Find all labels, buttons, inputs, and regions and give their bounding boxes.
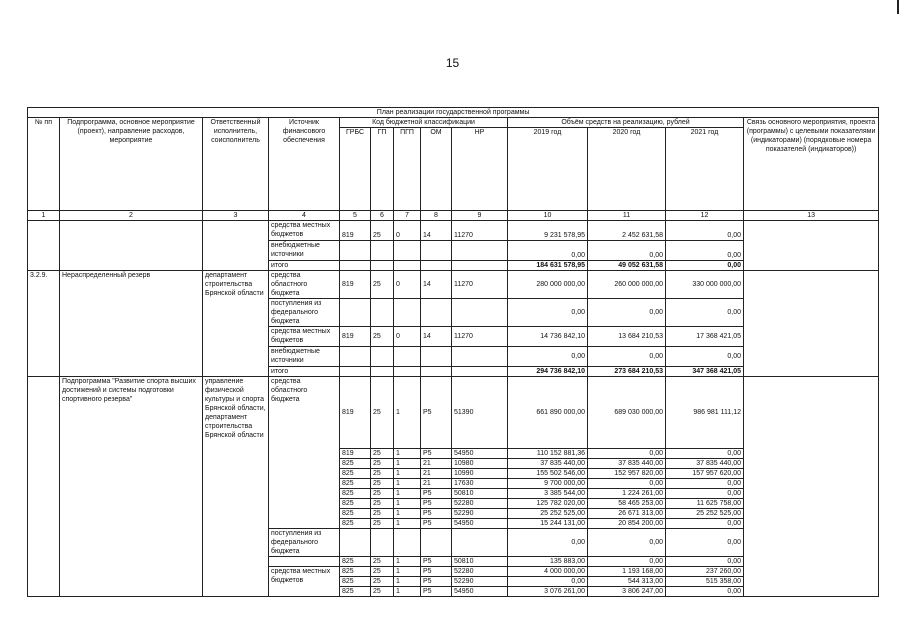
cell-om: 21 — [421, 479, 452, 489]
program-plan-table-wrapper — [27, 107, 878, 597]
cell-nr: 51390 — [452, 377, 508, 449]
cell-2019: 0,00 — [508, 577, 588, 587]
cell-gp — [371, 241, 394, 261]
cell-om: Р5 — [421, 509, 452, 519]
cell-om: 14 — [421, 221, 452, 241]
header-om: ОМ — [421, 128, 452, 211]
cell-2019: 110 152 881,36 — [508, 449, 588, 459]
cell-2021: 986 981 111,12 — [666, 377, 744, 449]
cell-om: Р5 — [421, 577, 452, 587]
cell-gp: 25 — [371, 377, 394, 449]
cell-pgp — [394, 261, 421, 271]
cell-grbs: 825 — [340, 557, 371, 567]
cell-om: Р5 — [421, 377, 452, 449]
cell-source: средства местных бюджетов — [269, 327, 340, 347]
header-code-group: Код бюджетной классификации — [340, 118, 508, 128]
header-gp: ГП — [371, 128, 394, 211]
col-num-9: 9 — [452, 211, 508, 221]
cell-2019: 14 736 842,10 — [508, 327, 588, 347]
cell-nr — [452, 367, 508, 377]
table-row — [28, 221, 879, 241]
cell-om — [421, 241, 452, 261]
cell-2021: 347 368 421,05 — [666, 367, 744, 377]
header-pgp: ПГП — [394, 128, 421, 211]
header-row-1 — [28, 118, 879, 128]
cell-om — [421, 367, 452, 377]
cell-om: Р5 — [421, 519, 452, 529]
cell-nr: 50810 — [452, 489, 508, 499]
cell-2021: 0,00 — [666, 241, 744, 261]
cell-gp: 25 — [371, 459, 394, 469]
cell-2021: 0,00 — [666, 347, 744, 367]
cell-2021: 11 625 758,00 — [666, 499, 744, 509]
cell-2019: 9 700 000,00 — [508, 479, 588, 489]
cell-source: средства местных бюджетов — [269, 221, 340, 241]
cell-pgp — [394, 347, 421, 367]
cell-2020: 58 465 253,00 — [588, 499, 666, 509]
cell-nr: 50810 — [452, 557, 508, 567]
cell-2021: 237 260,00 — [666, 567, 744, 577]
header-name: Подпрограмма, основное мероприятие (проект), направление расходов, мероприятие — [60, 118, 203, 211]
cell-grbs: 825 — [340, 459, 371, 469]
cell-2019: 3 076 261,00 — [508, 587, 588, 597]
cell-2020: 0,00 — [588, 449, 666, 459]
cell-grbs — [340, 241, 371, 261]
cell-indicator-link — [744, 221, 879, 271]
cell-gp: 25 — [371, 509, 394, 519]
cell-gp — [371, 367, 394, 377]
cell-pgp: 0 — [394, 271, 421, 299]
cell-source: средства местных бюджетов — [269, 567, 340, 597]
cell-om: Р5 — [421, 587, 452, 597]
cell-gp: 25 — [371, 577, 394, 587]
cell-2020: 3 806 247,00 — [588, 587, 666, 597]
cell-gp: 25 — [371, 489, 394, 499]
cell-pgp: 1 — [394, 479, 421, 489]
col-num-11: 11 — [588, 211, 666, 221]
cell-gp: 25 — [371, 271, 394, 299]
col-num-5: 5 — [340, 211, 371, 221]
cell-responsible: департамент строительства Брянской области — [203, 271, 269, 377]
cell-no — [28, 221, 60, 271]
cell-om — [421, 299, 452, 327]
page-edge-mark — [897, 0, 899, 14]
cell-2021: 0,00 — [666, 587, 744, 597]
cell-grbs: 825 — [340, 509, 371, 519]
col-num-4: 4 — [269, 211, 340, 221]
header-2020: 2020 год — [588, 128, 666, 211]
cell-2019: 4 000 000,00 — [508, 567, 588, 577]
cell-om: Р5 — [421, 449, 452, 459]
header-responsible: Ответственный исполнитель, соисполнитель — [203, 118, 269, 211]
cell-nr: 54950 — [452, 519, 508, 529]
cell-pgp — [394, 529, 421, 557]
cell-nr: 52280 — [452, 499, 508, 509]
col-num-7: 7 — [394, 211, 421, 221]
cell-2019: 125 782 020,00 — [508, 499, 588, 509]
cell-2021: 0,00 — [666, 479, 744, 489]
cell-2019: 0,00 — [508, 299, 588, 327]
cell-2021: 0,00 — [666, 557, 744, 567]
cell-nr: 52290 — [452, 577, 508, 587]
cell-grbs: 825 — [340, 479, 371, 489]
cell-2021: 0,00 — [666, 221, 744, 241]
cell-2020: 37 835 440,00 — [588, 459, 666, 469]
cell-pgp: 1 — [394, 377, 421, 449]
cell-om: Р5 — [421, 489, 452, 499]
cell-2019: 0,00 — [508, 241, 588, 261]
cell-2021: 515 358,00 — [666, 577, 744, 587]
table-row — [28, 271, 879, 299]
cell-pgp: 1 — [394, 577, 421, 587]
cell-grbs: 825 — [340, 577, 371, 587]
cell-grbs: 825 — [340, 587, 371, 597]
cell-om — [421, 261, 452, 271]
cell-no: 3.2.9. — [28, 271, 60, 377]
cell-2019: 3 385 544,00 — [508, 489, 588, 499]
cell-pgp: 0 — [394, 221, 421, 241]
cell-grbs: 819 — [340, 327, 371, 347]
header-2021: 2021 год — [666, 128, 744, 211]
cell-grbs: 819 — [340, 377, 371, 449]
cell-name — [60, 221, 203, 271]
header-indicator-link: Связь основного мероприятия, проекта (программы) с целевыми показателями (индикаторами) (порядковые номера показателей (индикаторов)) — [744, 118, 879, 211]
cell-2019: 9 231 578,95 — [508, 221, 588, 241]
cell-2021: 25 252 525,00 — [666, 509, 744, 519]
cell-source: поступления из федерального бюджета — [269, 299, 340, 327]
cell-2020: 0,00 — [588, 347, 666, 367]
col-num-3: 3 — [203, 211, 269, 221]
cell-2020: 49 052 631,58 — [588, 261, 666, 271]
cell-source: средства областного бюджета — [269, 377, 340, 529]
cell-gp — [371, 347, 394, 367]
cell-nr: 11270 — [452, 271, 508, 299]
cell-2020: 273 684 210,53 — [588, 367, 666, 377]
cell-grbs: 825 — [340, 489, 371, 499]
cell-2020: 0,00 — [588, 529, 666, 557]
cell-grbs: 825 — [340, 567, 371, 577]
cell-grbs: 819 — [340, 449, 371, 459]
cell-2021: 17 368 421,05 — [666, 327, 744, 347]
cell-2019: 37 835 440,00 — [508, 459, 588, 469]
cell-no — [28, 377, 60, 597]
cell-pgp: 1 — [394, 459, 421, 469]
cell-gp: 25 — [371, 519, 394, 529]
cell-2020: 26 671 313,00 — [588, 509, 666, 519]
cell-gp: 25 — [371, 499, 394, 509]
cell-grbs: 819 — [340, 221, 371, 241]
cell-responsible: управление физической культуры и спорта Брянской области, департамент строительства Брянской области — [203, 377, 269, 597]
col-num-13: 13 — [744, 211, 879, 221]
table-row — [28, 377, 879, 449]
col-num-6: 6 — [371, 211, 394, 221]
table-title: План реализации государственной программы — [28, 108, 879, 118]
cell-om — [421, 529, 452, 557]
cell-2021: 37 835 440,00 — [666, 459, 744, 469]
header-2019: 2019 год — [508, 128, 588, 211]
cell-gp: 25 — [371, 221, 394, 241]
cell-source: внебюджетные источники — [269, 347, 340, 367]
cell-pgp: 1 — [394, 567, 421, 577]
cell-pgp: 1 — [394, 499, 421, 509]
cell-gp — [371, 299, 394, 327]
cell-nr: 54950 — [452, 449, 508, 459]
col-num-8: 8 — [421, 211, 452, 221]
cell-source: итого — [269, 367, 340, 377]
cell-2020: 260 000 000,00 — [588, 271, 666, 299]
cell-2020: 0,00 — [588, 557, 666, 567]
cell-nr: 10980 — [452, 459, 508, 469]
cell-source-spacer — [269, 557, 340, 567]
cell-2019: 280 000 000,00 — [508, 271, 588, 299]
cell-name: Нераспределенный резерв — [60, 271, 203, 377]
cell-nr — [452, 347, 508, 367]
cell-2019: 155 502 546,00 — [508, 469, 588, 479]
cell-gp — [371, 529, 394, 557]
cell-gp — [371, 261, 394, 271]
cell-2020: 0,00 — [588, 299, 666, 327]
cell-om: Р5 — [421, 567, 452, 577]
cell-nr: 10990 — [452, 469, 508, 479]
cell-2019: 0,00 — [508, 529, 588, 557]
cell-2021: 0,00 — [666, 519, 744, 529]
cell-pgp — [394, 241, 421, 261]
cell-2019: 25 252 525,00 — [508, 509, 588, 519]
cell-2019: 661 890 000,00 — [508, 377, 588, 449]
cell-2019: 294 736 842,10 — [508, 367, 588, 377]
cell-nr: 11270 — [452, 327, 508, 347]
cell-om — [421, 347, 452, 367]
cell-2021: 157 957 620,00 — [666, 469, 744, 479]
cell-nr — [452, 261, 508, 271]
cell-pgp: 1 — [394, 489, 421, 499]
cell-2021: 0,00 — [666, 261, 744, 271]
header-source: Источник финансового обеспечения — [269, 118, 340, 211]
header-nr: НР — [452, 128, 508, 211]
header-no: № пп — [28, 118, 60, 211]
cell-gp: 25 — [371, 587, 394, 597]
cell-pgp — [394, 299, 421, 327]
cell-grbs: 825 — [340, 499, 371, 509]
cell-2019: 184 631 578,95 — [508, 261, 588, 271]
page-number: 15 — [445, 56, 460, 70]
cell-2020: 1 193 168,00 — [588, 567, 666, 577]
cell-nr — [452, 529, 508, 557]
cell-2021: 330 000 000,00 — [666, 271, 744, 299]
cell-nr: 17630 — [452, 479, 508, 489]
cell-indicator-link — [744, 271, 879, 377]
cell-grbs — [340, 299, 371, 327]
cell-nr: 54950 — [452, 587, 508, 597]
table-title-row — [28, 108, 879, 118]
cell-grbs — [340, 347, 371, 367]
cell-name: Подпрограмма "Развитие спорта высших достижений и системы подготовки спортивного резерва" — [60, 377, 203, 597]
cell-gp: 25 — [371, 479, 394, 489]
col-num-1: 1 — [28, 211, 60, 221]
cell-gp: 25 — [371, 567, 394, 577]
cell-source: поступления из федерального бюджета — [269, 529, 340, 557]
cell-indicator-link — [744, 377, 879, 597]
cell-2019: 135 883,00 — [508, 557, 588, 567]
cell-2021: 0,00 — [666, 449, 744, 459]
cell-pgp — [394, 367, 421, 377]
cell-2021: 0,00 — [666, 529, 744, 557]
cell-pgp: 1 — [394, 469, 421, 479]
cell-om: Р5 — [421, 557, 452, 567]
header-grbs: ГРБС — [340, 128, 371, 211]
cell-2021: 0,00 — [666, 489, 744, 499]
cell-grbs: 819 — [340, 271, 371, 299]
cell-2019: 15 244 131,00 — [508, 519, 588, 529]
cell-2020: 1 224 261,00 — [588, 489, 666, 499]
cell-2020: 544 313,00 — [588, 577, 666, 587]
cell-nr: 52280 — [452, 567, 508, 577]
cell-om: 14 — [421, 271, 452, 299]
cell-nr — [452, 241, 508, 261]
cell-gp: 25 — [371, 469, 394, 479]
cell-om: 14 — [421, 327, 452, 347]
cell-grbs — [340, 261, 371, 271]
cell-grbs: 825 — [340, 519, 371, 529]
cell-pgp: 1 — [394, 587, 421, 597]
cell-2020: 152 957 820,00 — [588, 469, 666, 479]
cell-gp: 25 — [371, 449, 394, 459]
cell-pgp: 1 — [394, 509, 421, 519]
header-amount-group: Объём средств на реализацию, рублей — [508, 118, 744, 128]
cell-2021: 0,00 — [666, 299, 744, 327]
cell-nr — [452, 299, 508, 327]
cell-source: итого — [269, 261, 340, 271]
col-num-2: 2 — [60, 211, 203, 221]
cell-2020: 2 452 631,58 — [588, 221, 666, 241]
cell-grbs: 825 — [340, 469, 371, 479]
column-numbers-row — [28, 211, 879, 221]
col-num-10: 10 — [508, 211, 588, 221]
cell-2020: 0,00 — [588, 479, 666, 489]
cell-gp: 25 — [371, 557, 394, 567]
cell-pgp: 0 — [394, 327, 421, 347]
cell-pgp: 1 — [394, 449, 421, 459]
cell-gp: 25 — [371, 327, 394, 347]
program-plan-table — [27, 107, 879, 597]
cell-2019: 0,00 — [508, 347, 588, 367]
cell-om: 21 — [421, 459, 452, 469]
cell-nr: 11270 — [452, 221, 508, 241]
cell-om: 21 — [421, 469, 452, 479]
cell-pgp: 1 — [394, 557, 421, 567]
col-num-12: 12 — [666, 211, 744, 221]
cell-responsible — [203, 221, 269, 271]
cell-source: внебюджетные источники — [269, 241, 340, 261]
cell-nr: 52290 — [452, 509, 508, 519]
cell-2020: 0,00 — [588, 241, 666, 261]
cell-2020: 689 030 000,00 — [588, 377, 666, 449]
cell-grbs — [340, 529, 371, 557]
cell-pgp: 1 — [394, 519, 421, 529]
cell-2020: 20 854 200,00 — [588, 519, 666, 529]
cell-source: средства областного бюджета — [269, 271, 340, 299]
cell-om: Р5 — [421, 499, 452, 509]
cell-2020: 13 684 210,53 — [588, 327, 666, 347]
cell-grbs — [340, 367, 371, 377]
